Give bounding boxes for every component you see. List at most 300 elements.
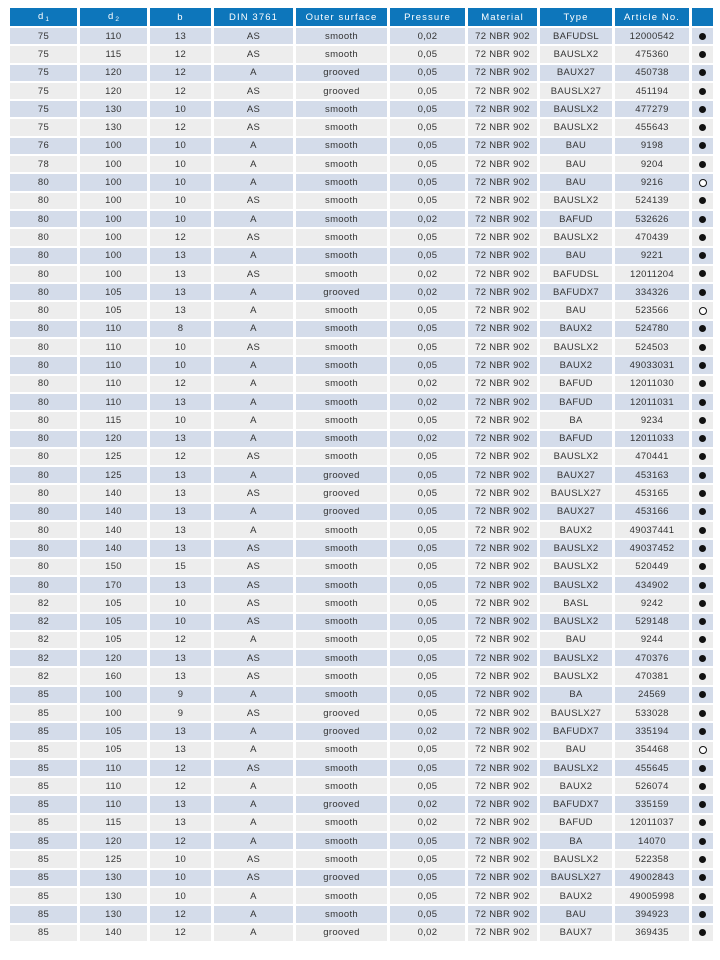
cell-article: 49002843	[615, 870, 692, 888]
cell-pressure: 0,05	[390, 559, 468, 577]
column-header-label: b	[177, 11, 184, 23]
cell-b: 12	[150, 83, 214, 101]
cell-status	[692, 193, 713, 211]
cell-surface: smooth	[296, 431, 390, 449]
table-row	[10, 229, 713, 247]
cell-pressure: 0,05	[390, 650, 468, 668]
column-header-label: Article No.	[624, 11, 680, 23]
cell-article: 520449	[615, 559, 692, 577]
cell-status	[692, 101, 713, 119]
cell-d2: 100	[80, 138, 150, 156]
cell-d2: 100	[80, 193, 150, 211]
cell-type: BAUX27	[540, 467, 615, 485]
cell-d2: 110	[80, 321, 150, 339]
cell-din: AS	[214, 540, 296, 558]
cell-d2: 110	[80, 339, 150, 357]
cell-status	[692, 211, 713, 229]
cell-pressure: 0,05	[390, 46, 468, 64]
cell-material: 72 NBR 902	[468, 46, 540, 64]
cell-type: BAU	[540, 906, 615, 924]
filled-circle-icon	[699, 691, 706, 698]
cell-d1: 85	[10, 687, 80, 705]
cell-surface: smooth	[296, 211, 390, 229]
cell-din: A	[214, 888, 296, 906]
cell-b: 10	[150, 174, 214, 192]
cell-d1: 85	[10, 906, 80, 924]
cell-surface: smooth	[296, 595, 390, 613]
cell-d2: 100	[80, 229, 150, 247]
cell-surface: grooved	[296, 796, 390, 814]
cell-surface: grooved	[296, 723, 390, 741]
cell-d2: 105	[80, 742, 150, 760]
cell-d1: 80	[10, 431, 80, 449]
cell-type: BAUSLX2	[540, 229, 615, 247]
cell-din: A	[214, 431, 296, 449]
cell-type: BAUX2	[540, 357, 615, 375]
cell-material: 72 NBR 902	[468, 101, 540, 119]
cell-article: 9242	[615, 595, 692, 613]
cell-type: BAUSLX2	[540, 614, 615, 632]
cell-pressure: 0,02	[390, 394, 468, 412]
column-header-b	[150, 8, 214, 28]
cell-status	[692, 119, 713, 137]
cell-d1: 85	[10, 870, 80, 888]
filled-circle-icon	[699, 344, 706, 351]
cell-status	[692, 796, 713, 814]
cell-type: BAUSLX2	[540, 101, 615, 119]
filled-circle-icon	[699, 911, 706, 918]
filled-circle-icon	[699, 417, 706, 424]
cell-surface: smooth	[296, 833, 390, 851]
cell-material: 72 NBR 902	[468, 906, 540, 924]
cell-surface: smooth	[296, 339, 390, 357]
table-row	[10, 870, 713, 888]
filled-circle-icon	[699, 710, 706, 717]
cell-d2: 100	[80, 174, 150, 192]
cell-type: BAUSLX27	[540, 705, 615, 723]
cell-d1: 80	[10, 485, 80, 503]
column-header-label: d	[37, 11, 45, 22]
cell-type: BAUX2	[540, 321, 615, 339]
cell-article: 394923	[615, 906, 692, 924]
cell-din: A	[214, 742, 296, 760]
cell-d2: 110	[80, 376, 150, 394]
cell-material: 72 NBR 902	[468, 284, 540, 302]
cell-status	[692, 302, 713, 320]
cell-d2: 100	[80, 211, 150, 229]
filled-circle-icon	[699, 142, 706, 149]
cell-material: 72 NBR 902	[468, 449, 540, 467]
cell-b: 13	[150, 302, 214, 320]
cell-article: 12011204	[615, 266, 692, 284]
cell-pressure: 0,05	[390, 760, 468, 778]
cell-surface: smooth	[296, 522, 390, 540]
cell-surface: smooth	[296, 302, 390, 320]
filled-circle-icon	[699, 929, 706, 936]
table-row	[10, 833, 713, 851]
cell-status	[692, 321, 713, 339]
cell-material: 72 NBR 902	[468, 266, 540, 284]
cell-d2: 140	[80, 485, 150, 503]
cell-pressure: 0,02	[390, 796, 468, 814]
cell-d2: 115	[80, 412, 150, 430]
table-row	[10, 101, 713, 119]
filled-circle-icon	[699, 655, 706, 662]
cell-pressure: 0,05	[390, 119, 468, 137]
cell-d2: 125	[80, 467, 150, 485]
table-row	[10, 796, 713, 814]
table-row	[10, 174, 713, 192]
cell-type: BAUX2	[540, 888, 615, 906]
cell-d1: 85	[10, 833, 80, 851]
cell-pressure: 0,05	[390, 595, 468, 613]
cell-status	[692, 760, 713, 778]
cell-d2: 105	[80, 723, 150, 741]
cell-b: 12	[150, 760, 214, 778]
cell-b: 13	[150, 467, 214, 485]
table-row	[10, 138, 713, 156]
table-row	[10, 156, 713, 174]
cell-status	[692, 595, 713, 613]
cell-material: 72 NBR 902	[468, 870, 540, 888]
column-header-article	[615, 8, 692, 28]
cell-d2: 140	[80, 925, 150, 943]
cell-surface: smooth	[296, 321, 390, 339]
cell-status	[692, 815, 713, 833]
cell-pressure: 0,02	[390, 266, 468, 284]
cell-type: BAFUDSL	[540, 28, 615, 46]
cell-status	[692, 138, 713, 156]
cell-material: 72 NBR 902	[468, 540, 540, 558]
cell-type: BAFUDX7	[540, 796, 615, 814]
cell-type: BAUSLX2	[540, 577, 615, 595]
cell-surface: smooth	[296, 888, 390, 906]
cell-article: 532626	[615, 211, 692, 229]
cell-d2: 130	[80, 119, 150, 137]
cell-type: BAUSLX2	[540, 449, 615, 467]
cell-din: A	[214, 906, 296, 924]
cell-pressure: 0,05	[390, 174, 468, 192]
cell-d1: 80	[10, 467, 80, 485]
cell-material: 72 NBR 902	[468, 504, 540, 522]
cell-b: 13	[150, 577, 214, 595]
cell-status	[692, 559, 713, 577]
column-header-d1	[10, 8, 80, 28]
cell-type: BA	[540, 833, 615, 851]
cell-article: 12011031	[615, 394, 692, 412]
cell-surface: smooth	[296, 28, 390, 46]
column-header-material	[468, 8, 540, 28]
cell-surface: smooth	[296, 266, 390, 284]
cell-surface: smooth	[296, 815, 390, 833]
cell-surface: smooth	[296, 540, 390, 558]
filled-circle-icon	[699, 435, 706, 442]
cell-article: 334326	[615, 284, 692, 302]
table-row	[10, 321, 713, 339]
cell-d2: 100	[80, 687, 150, 705]
cell-d2: 150	[80, 559, 150, 577]
cell-b: 10	[150, 138, 214, 156]
filled-circle-icon	[699, 252, 706, 259]
cell-material: 72 NBR 902	[468, 851, 540, 869]
cell-status	[692, 46, 713, 64]
cell-status	[692, 668, 713, 686]
column-header-label: Outer surface	[305, 11, 378, 23]
cell-surface: smooth	[296, 559, 390, 577]
cell-b: 10	[150, 870, 214, 888]
cell-article: 524780	[615, 321, 692, 339]
cell-material: 72 NBR 902	[468, 742, 540, 760]
cell-d2: 120	[80, 833, 150, 851]
cell-material: 72 NBR 902	[468, 339, 540, 357]
cell-status	[692, 577, 713, 595]
cell-d2: 110	[80, 357, 150, 375]
cell-article: 470381	[615, 668, 692, 686]
cell-material: 72 NBR 902	[468, 302, 540, 320]
table-row	[10, 650, 713, 668]
cell-b: 10	[150, 357, 214, 375]
cell-type: BAUSLX2	[540, 339, 615, 357]
cell-d2: 120	[80, 83, 150, 101]
cell-status	[692, 522, 713, 540]
table-row	[10, 431, 713, 449]
cell-d1: 85	[10, 851, 80, 869]
cell-din: A	[214, 394, 296, 412]
cell-b: 13	[150, 266, 214, 284]
cell-b: 13	[150, 540, 214, 558]
cell-type: BASL	[540, 595, 615, 613]
cell-type: BAFUD	[540, 394, 615, 412]
cell-surface: grooved	[296, 467, 390, 485]
cell-b: 9	[150, 705, 214, 723]
cell-surface: grooved	[296, 504, 390, 522]
cell-article: 524139	[615, 193, 692, 211]
cell-status	[692, 632, 713, 650]
filled-circle-icon	[699, 783, 706, 790]
table-row	[10, 376, 713, 394]
cell-pressure: 0,05	[390, 742, 468, 760]
cell-pressure: 0,05	[390, 504, 468, 522]
cell-article: 49037441	[615, 522, 692, 540]
filled-circle-icon	[699, 197, 706, 204]
cell-status	[692, 174, 713, 192]
cell-din: A	[214, 248, 296, 266]
cell-material: 72 NBR 902	[468, 888, 540, 906]
cell-pressure: 0,05	[390, 687, 468, 705]
table-row	[10, 815, 713, 833]
cell-b: 13	[150, 650, 214, 668]
cell-din: A	[214, 357, 296, 375]
cell-din: A	[214, 284, 296, 302]
cell-type: BAUX27	[540, 65, 615, 83]
cell-status	[692, 83, 713, 101]
table-row	[10, 705, 713, 723]
cell-b: 13	[150, 284, 214, 302]
cell-status	[692, 248, 713, 266]
open-circle-icon	[699, 307, 707, 315]
cell-din: AS	[214, 650, 296, 668]
cell-surface: smooth	[296, 614, 390, 632]
cell-material: 72 NBR 902	[468, 522, 540, 540]
cell-surface: smooth	[296, 778, 390, 796]
table-row	[10, 46, 713, 64]
cell-d2: 105	[80, 595, 150, 613]
cell-b: 13	[150, 742, 214, 760]
table-row	[10, 284, 713, 302]
cell-type: BAUSLX2	[540, 193, 615, 211]
cell-din: AS	[214, 83, 296, 101]
cell-d2: 110	[80, 760, 150, 778]
cell-b: 12	[150, 119, 214, 137]
cell-type: BA	[540, 687, 615, 705]
cell-pressure: 0,05	[390, 540, 468, 558]
cell-article: 455643	[615, 119, 692, 137]
filled-circle-icon	[699, 88, 706, 95]
cell-d2: 110	[80, 796, 150, 814]
filled-circle-icon	[699, 33, 706, 40]
cell-surface: smooth	[296, 449, 390, 467]
cell-status	[692, 614, 713, 632]
cell-status	[692, 870, 713, 888]
cell-pressure: 0,05	[390, 83, 468, 101]
cell-din: AS	[214, 614, 296, 632]
cell-d2: 110	[80, 394, 150, 412]
cell-pressure: 0,05	[390, 614, 468, 632]
cell-d1: 78	[10, 156, 80, 174]
cell-pressure: 0,02	[390, 723, 468, 741]
cell-surface: smooth	[296, 412, 390, 430]
column-header-label: Pressure	[404, 11, 451, 23]
cell-surface: grooved	[296, 705, 390, 723]
cell-status	[692, 742, 713, 760]
cell-material: 72 NBR 902	[468, 119, 540, 137]
cell-pressure: 0,02	[390, 376, 468, 394]
cell-pressure: 0,02	[390, 284, 468, 302]
filled-circle-icon	[699, 527, 706, 534]
cell-d1: 82	[10, 595, 80, 613]
table-row	[10, 540, 713, 558]
cell-status	[692, 467, 713, 485]
cell-d1: 75	[10, 65, 80, 83]
cell-status	[692, 485, 713, 503]
cell-din: AS	[214, 705, 296, 723]
cell-article: 470439	[615, 229, 692, 247]
cell-article: 470376	[615, 650, 692, 668]
cell-article: 470441	[615, 449, 692, 467]
filled-circle-icon	[699, 856, 706, 863]
cell-article: 9204	[615, 156, 692, 174]
cell-din: AS	[214, 46, 296, 64]
cell-material: 72 NBR 902	[468, 193, 540, 211]
table-body	[10, 28, 713, 943]
cell-type: BAUSLX2	[540, 668, 615, 686]
cell-type: BAFUDX7	[540, 723, 615, 741]
cell-din: A	[214, 632, 296, 650]
cell-surface: smooth	[296, 394, 390, 412]
cell-article: 523566	[615, 302, 692, 320]
cell-d1: 80	[10, 357, 80, 375]
cell-d1: 80	[10, 211, 80, 229]
cell-din: AS	[214, 119, 296, 137]
table-row	[10, 357, 713, 375]
cell-surface: smooth	[296, 668, 390, 686]
cell-type: BAUSLX27	[540, 83, 615, 101]
cell-din: A	[214, 211, 296, 229]
cell-d1: 85	[10, 705, 80, 723]
cell-material: 72 NBR 902	[468, 577, 540, 595]
cell-status	[692, 888, 713, 906]
cell-article: 524503	[615, 339, 692, 357]
cell-pressure: 0,05	[390, 193, 468, 211]
table-row	[10, 248, 713, 266]
filled-circle-icon	[699, 636, 706, 643]
cell-surface: smooth	[296, 742, 390, 760]
cell-material: 72 NBR 902	[468, 650, 540, 668]
cell-d1: 80	[10, 449, 80, 467]
cell-b: 12	[150, 906, 214, 924]
cell-article: 9216	[615, 174, 692, 192]
table-row	[10, 851, 713, 869]
cell-status	[692, 504, 713, 522]
cell-surface: grooved	[296, 65, 390, 83]
column-header-din	[214, 8, 296, 28]
cell-type: BAU	[540, 156, 615, 174]
cell-b: 10	[150, 412, 214, 430]
cell-material: 72 NBR 902	[468, 559, 540, 577]
cell-material: 72 NBR 902	[468, 614, 540, 632]
cell-material: 72 NBR 902	[468, 248, 540, 266]
table-row	[10, 339, 713, 357]
cell-status	[692, 28, 713, 46]
cell-pressure: 0,05	[390, 778, 468, 796]
cell-type: BA	[540, 412, 615, 430]
cell-din: A	[214, 723, 296, 741]
cell-d1: 82	[10, 668, 80, 686]
cell-din: AS	[214, 851, 296, 869]
cell-d1: 85	[10, 796, 80, 814]
cell-din: A	[214, 376, 296, 394]
cell-material: 72 NBR 902	[468, 28, 540, 46]
cell-article: 49037452	[615, 540, 692, 558]
cell-material: 72 NBR 902	[468, 925, 540, 943]
cell-d1: 80	[10, 174, 80, 192]
table-row	[10, 504, 713, 522]
cell-d2: 140	[80, 522, 150, 540]
cell-material: 72 NBR 902	[468, 467, 540, 485]
cell-pressure: 0,05	[390, 357, 468, 375]
cell-article: 354468	[615, 742, 692, 760]
cell-material: 72 NBR 902	[468, 211, 540, 229]
cell-type: BAUSLX2	[540, 650, 615, 668]
cell-d2: 120	[80, 65, 150, 83]
cell-d1: 80	[10, 522, 80, 540]
cell-material: 72 NBR 902	[468, 687, 540, 705]
column-header-label: DIN 3761	[229, 11, 278, 23]
cell-d2: 100	[80, 266, 150, 284]
table-header	[10, 8, 713, 28]
cell-status	[692, 156, 713, 174]
column-header-subscript: 1	[45, 16, 49, 23]
cell-d1: 85	[10, 760, 80, 778]
cell-surface: smooth	[296, 632, 390, 650]
cell-din: A	[214, 65, 296, 83]
cell-d1: 80	[10, 248, 80, 266]
cell-pressure: 0,05	[390, 833, 468, 851]
cell-material: 72 NBR 902	[468, 156, 540, 174]
cell-status	[692, 394, 713, 412]
filled-circle-icon	[699, 508, 706, 515]
cell-d2: 130	[80, 888, 150, 906]
